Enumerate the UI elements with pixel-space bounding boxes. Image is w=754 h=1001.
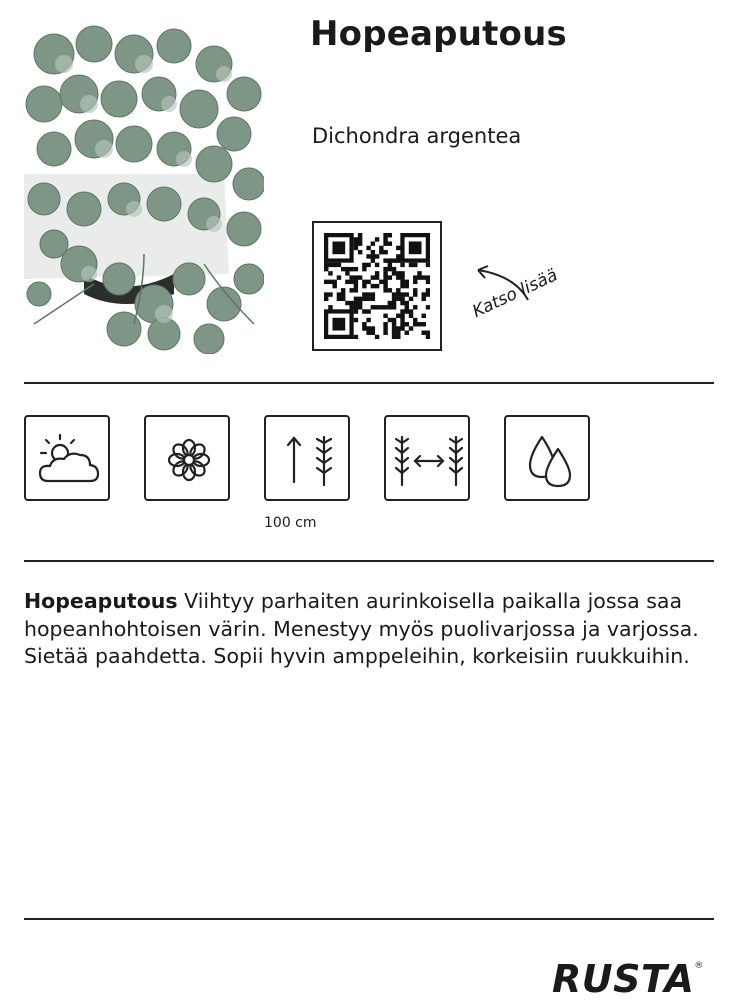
water-drops-icon: [504, 415, 590, 501]
height-label: 100 cm: [264, 515, 317, 531]
qr-code[interactable]: [312, 221, 442, 351]
brand-logo: [552, 957, 704, 1001]
divider: [24, 560, 714, 562]
description-lead: Hopeaputous: [24, 589, 178, 613]
see-more-caption: Katso lisää: [469, 265, 561, 322]
description-text: Viihtyy parhaiten aurinkoisella paikalla jossa saa hopeanhohtoisen värin. Menestyy myös puolivarjossa ja varjossa. Sietää paahdetta. Sopii hyvin amppeleihin, korkeisiin ruukkuihin.: [24, 589, 699, 668]
product-title: Hopeaputous: [310, 14, 567, 54]
registered-mark: ®: [694, 961, 704, 971]
sun-cloud-icon: [24, 415, 110, 501]
description: [24, 588, 724, 671]
divider: [24, 382, 714, 384]
brand-logo-text: RUSTA: [552, 957, 695, 1001]
qr-pattern: [324, 233, 430, 339]
divider: [24, 918, 714, 920]
latin-name: Dichondra argentea: [312, 124, 522, 148]
flower-icon: [144, 415, 230, 501]
spacing-plant-icon: [384, 415, 470, 501]
plant-photo: [24, 24, 264, 354]
height-plant-icon: [264, 415, 350, 501]
